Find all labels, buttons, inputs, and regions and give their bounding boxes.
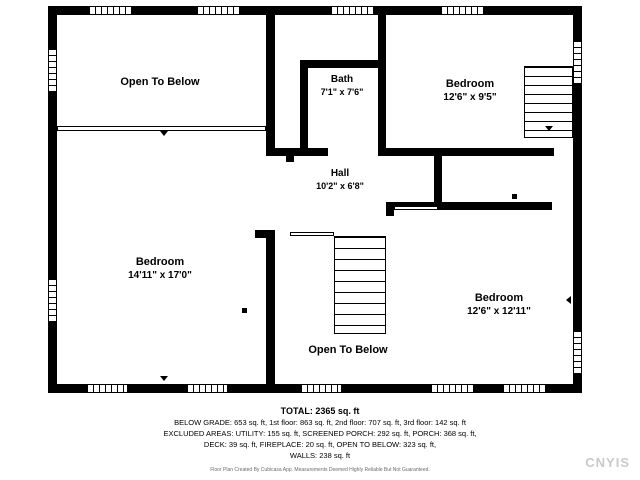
interior-wall-stair-right bbox=[386, 210, 394, 216]
room-name: Bedroom bbox=[135, 256, 185, 268]
interior-wall-hall-right bbox=[434, 148, 442, 210]
interior-wall-stub-bath bbox=[286, 148, 294, 162]
window-top-4 bbox=[440, 6, 484, 15]
excluded-areas-line-2: DECK: 39 sq. ft, FIREPLACE: 20 sq. ft, OPEN TO BELOW: 323 sq. ft, bbox=[203, 439, 437, 449]
room-name: Open To Below bbox=[308, 344, 388, 356]
room-name: Open To Below bbox=[120, 76, 200, 88]
interior-wall-stub-left bbox=[255, 230, 275, 238]
stair-center bbox=[334, 236, 386, 334]
window-bottom-4 bbox=[430, 384, 474, 393]
partition-hall-right bbox=[394, 206, 438, 210]
window-right-2 bbox=[573, 330, 582, 374]
room-label-hall bbox=[288, 168, 392, 192]
interior-wall-bedroom-se-top bbox=[434, 202, 552, 210]
window-top-2 bbox=[196, 6, 240, 15]
interior-wall-bath-right-upper bbox=[378, 6, 386, 68]
interior-wall-bedroom-ne-bottom bbox=[442, 148, 554, 156]
room-label-bedroom-se bbox=[434, 292, 564, 318]
window-bottom-3 bbox=[300, 384, 342, 393]
room-dims: 14'11" x 17'0" bbox=[128, 269, 192, 281]
room-dims: 7'1" x 7'6" bbox=[320, 86, 364, 97]
window-bottom-1 bbox=[86, 384, 128, 393]
room-dims: 12'6" x 9'5" bbox=[443, 91, 497, 103]
window-left-1 bbox=[48, 48, 57, 92]
watermark: CNYIS bbox=[585, 455, 630, 470]
stair-direction-arrow-ne bbox=[545, 126, 553, 131]
window-bottom-5 bbox=[502, 384, 546, 393]
interior-wall-center-upper bbox=[266, 6, 275, 156]
below-grade-line: BELOW GRADE: 653 sq. ft, 1st floor: 863 sq. ft, 2nd floor: 707 sq. ft, 3rd floor: 142 sq. ft bbox=[174, 418, 466, 427]
door-arrow-open-to-below bbox=[160, 131, 168, 136]
window-left-2 bbox=[48, 278, 57, 322]
interior-wall-center-lower bbox=[266, 230, 275, 393]
credit-line: Floor Plan Created By Cubicasa App. Measurements Deemed Highly Reliable But Not Guaranteed. bbox=[210, 466, 430, 473]
room-label-bedroom-ne bbox=[410, 78, 530, 104]
door-arrow-bedroom-sw bbox=[160, 376, 168, 381]
room-dims: 12'6" x 12'11" bbox=[467, 305, 531, 317]
interior-wall-bath-top bbox=[300, 60, 386, 68]
fixture-marker-bedroom-sw bbox=[242, 308, 247, 313]
area-summary bbox=[0, 406, 640, 473]
room-name: Hall bbox=[330, 168, 350, 179]
door-arrow-bedroom-se bbox=[566, 296, 571, 304]
room-label-open-to-below-bottom bbox=[278, 344, 418, 358]
partition-stair-top bbox=[290, 232, 334, 236]
room-label-open-to-below-top bbox=[90, 76, 230, 90]
room-dims: 10'2" x 6'8" bbox=[316, 180, 364, 191]
excluded-areas-line-1: EXCLUDED AREAS: UTILITY: 155 sq. ft, SCREENED PORCH: 292 sq. ft, PORCH: 368 sq. ft, bbox=[163, 428, 477, 438]
room-label-bedroom-sw bbox=[96, 256, 224, 282]
walls-line: WALLS: 238 sq. ft bbox=[289, 450, 351, 460]
fixture-marker-bedroom-se bbox=[512, 194, 517, 199]
window-bottom-2 bbox=[186, 384, 228, 393]
room-label-bath bbox=[292, 74, 392, 98]
room-name: Bedroom bbox=[474, 292, 524, 304]
window-top-3 bbox=[330, 6, 374, 15]
window-top-1 bbox=[88, 6, 132, 15]
room-name: Bath bbox=[330, 74, 354, 85]
window-right-1 bbox=[573, 40, 582, 84]
room-name: Bedroom bbox=[445, 78, 495, 90]
interior-wall-bath-bottom bbox=[266, 148, 328, 156]
total-area: TOTAL: 2365 sq. ft bbox=[280, 406, 360, 416]
